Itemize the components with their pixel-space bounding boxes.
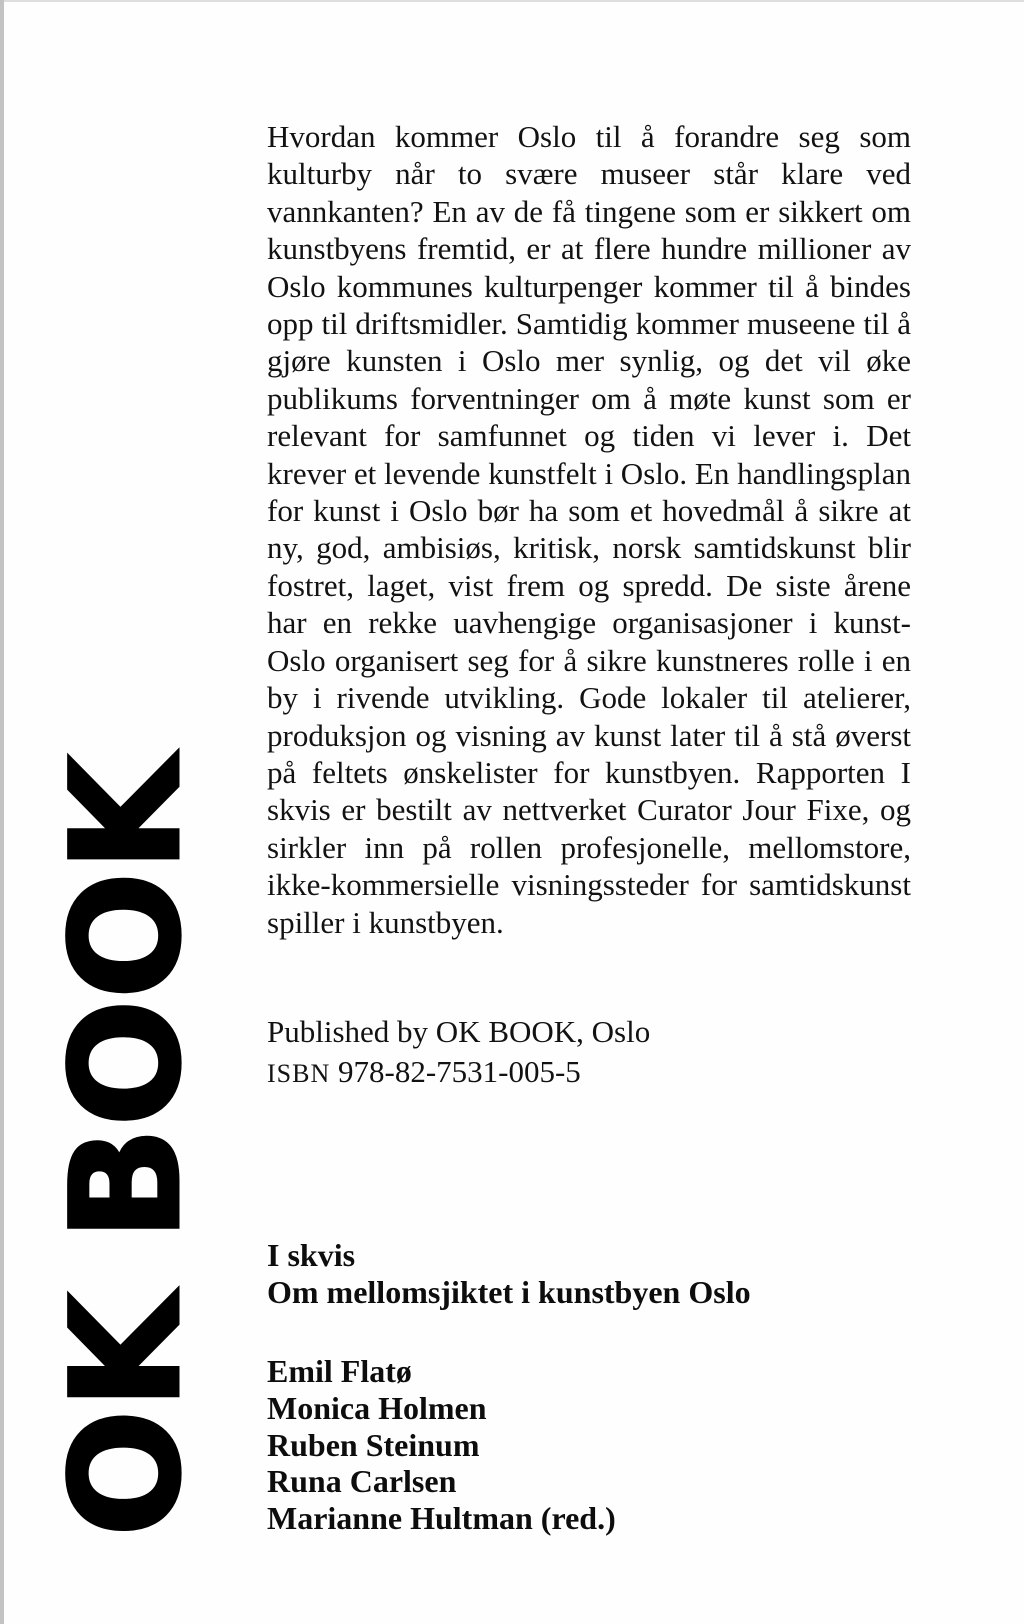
book-title: I skvis (267, 1237, 356, 1273)
spine-wordmark-okbook: OK BOOK (40, 755, 214, 1537)
contributor-name: Runa Carlsen (267, 1463, 457, 1500)
contributor-name: Marianne Hultman (red.) (267, 1500, 616, 1537)
book-subtitle: Om mellomsjiktet i kunstbyen Oslo (267, 1273, 751, 1310)
isbn-label: ISBN (267, 1059, 331, 1088)
contributors-block (267, 1353, 911, 1537)
publisher-block (267, 1012, 911, 1094)
title-block (267, 1237, 911, 1310)
blurb-paragraph: Hvordan kommer Oslo til å forandre seg som kulturby når to svære museer står klare ved vannkanten? En av de få tingene som er sikkert om kunstbyens fremtid, er at flere hundre millioner av Oslo kommunes kulturpenger kommer til å bindes opp til driftsmidler. Samtidig kommer museene til å gjøre kunsten i Oslo mer synlig, og det vil øke publikums forventninger om å møte kunst som er relevant for samfunnet og tiden vi lever i. Det krever et levende kunstfelt i Oslo. En handlingsplan for kunst i Oslo bør ha som et hovedmål å sikre at ny, god, ambisiøs, kritisk, norsk samtidskunst blir fostret, laget, vist frem og spredd. De siste årene har en rekke uavhengige organisasjoner i kunst-Oslo organisert seg for å sikre kunstneres rolle i en by i rivende utvikling. Gode lokaler til atelierer, produksjon og visning av kunst later til å stå øverst på feltets ønskelister for kunstbyen. Rapporten I skvis er bestilt av nettverket Curator Jour Fixe, og sirkler inn på rollen profesjonelle, mellomstore, ikke-kommersielle visningssteder for samtidskunst spiller i kunstbyen. (267, 119, 911, 940)
contributor-name: Emil Flatø (267, 1353, 412, 1389)
isbn-line (267, 1052, 911, 1094)
contributor-name: Ruben Steinum (267, 1426, 480, 1463)
publisher-line: Published by OK BOOK, Oslo (267, 1014, 651, 1049)
isbn-number: 978-82-7531-005-5 (338, 1054, 581, 1089)
contributor-name: Monica Holmen (267, 1389, 487, 1426)
